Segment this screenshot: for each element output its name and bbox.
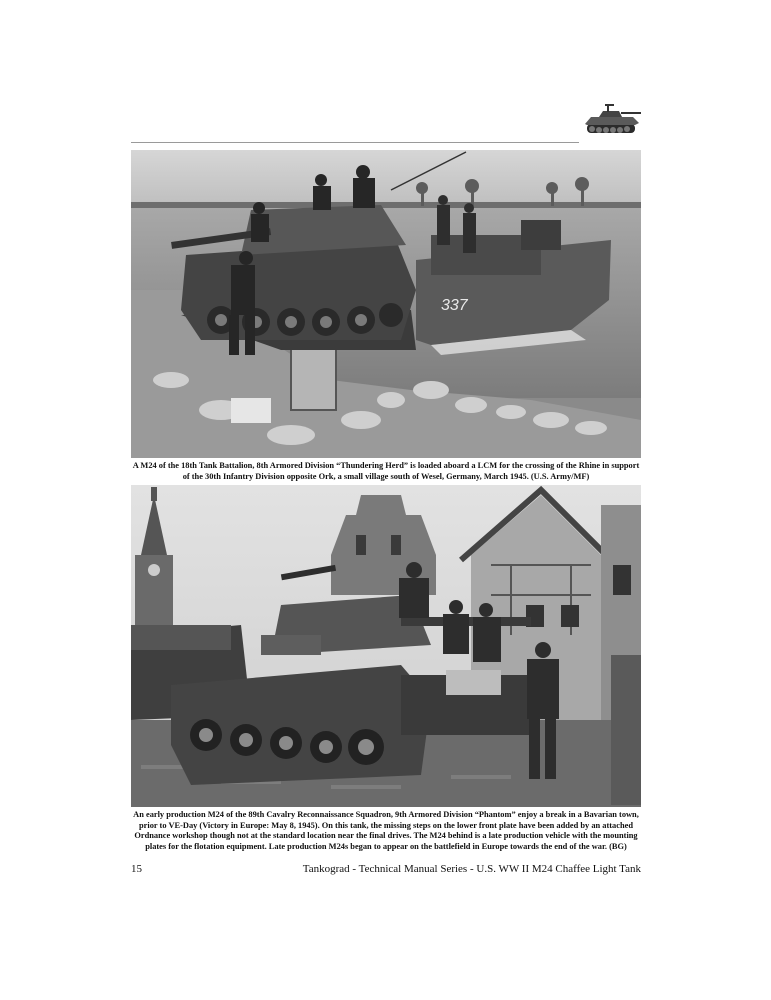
photo-caption: An early production M24 of the 89th Cavalry Reconnaissance Squadron, 9th Armored Division “Phantom” enjoy a break in a Bavarian town, prior to VE-Day (Victory in Europe: May 8, 1945). On this tank, the missing steps on the lower front plate have been added by an attached Ordnance workshop though not at the standard location near the final drives. The M24 behind is a late production vehicle with the mounting plates for the flotation equipment. Late production M24s began to appear on the battlefield in Europe towards the end of the war. (BG) xyxy=(133,810,639,851)
hull-number-text: 337 xyxy=(441,297,468,314)
running-title: Tankograd - Technical Manual Series - U.S. WW II M24 Chaffee Light Tank xyxy=(302,863,641,875)
m24-tank-silhouette-icon xyxy=(577,100,643,142)
page-number: 15 xyxy=(131,863,142,875)
header-rule xyxy=(131,142,579,143)
photo-caption: A M24 of the 18th Tank Battalion, 8th Armored Division “Thundering Herd” is loaded aboard a LCM for the crossing of the Rhine in support of the 30th Infantry Division opposite Ork, a small village south of Wesel, Germany, March 1945. (U.S. Army/MF) xyxy=(132,461,640,481)
m24-tank-bavarian-town-photo xyxy=(131,485,641,807)
m24-tank-on-lcm-photo xyxy=(131,150,641,458)
